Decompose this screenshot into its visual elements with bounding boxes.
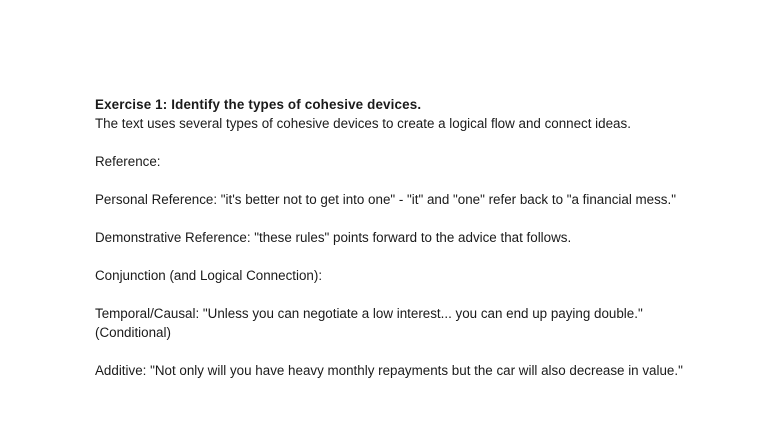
spacer — [95, 171, 715, 190]
spacer — [95, 209, 715, 228]
spacer — [95, 133, 715, 152]
demonstrative-reference-paragraph: Demonstrative Reference: "these rules" points forward to the advice that follows. — [95, 230, 572, 245]
spacer — [95, 342, 715, 361]
document-body — [95, 95, 715, 380]
additive-paragraph: Additive: "Not only will you have heavy monthly repayments but the car will also decrease in value." — [95, 363, 683, 378]
conjunction-heading: Conjunction (and Logical Connection): — [95, 268, 323, 283]
intro-paragraph: The text uses several types of cohesive devices to create a logical flow and connect ideas. — [95, 116, 631, 131]
spacer — [95, 247, 715, 266]
exercise-title: Exercise 1: Identify the types of cohesive devices. — [95, 97, 422, 112]
reference-heading: Reference: — [95, 154, 161, 169]
personal-reference-paragraph: Personal Reference: "it's better not to get into one" - "it" and "one" refer back to "a financial mess." — [95, 192, 676, 207]
spacer — [95, 285, 715, 304]
temporal-causal-paragraph: Temporal/Causal: "Unless you can negotiate a low interest... you can end up paying double." (Conditional) — [95, 306, 643, 340]
